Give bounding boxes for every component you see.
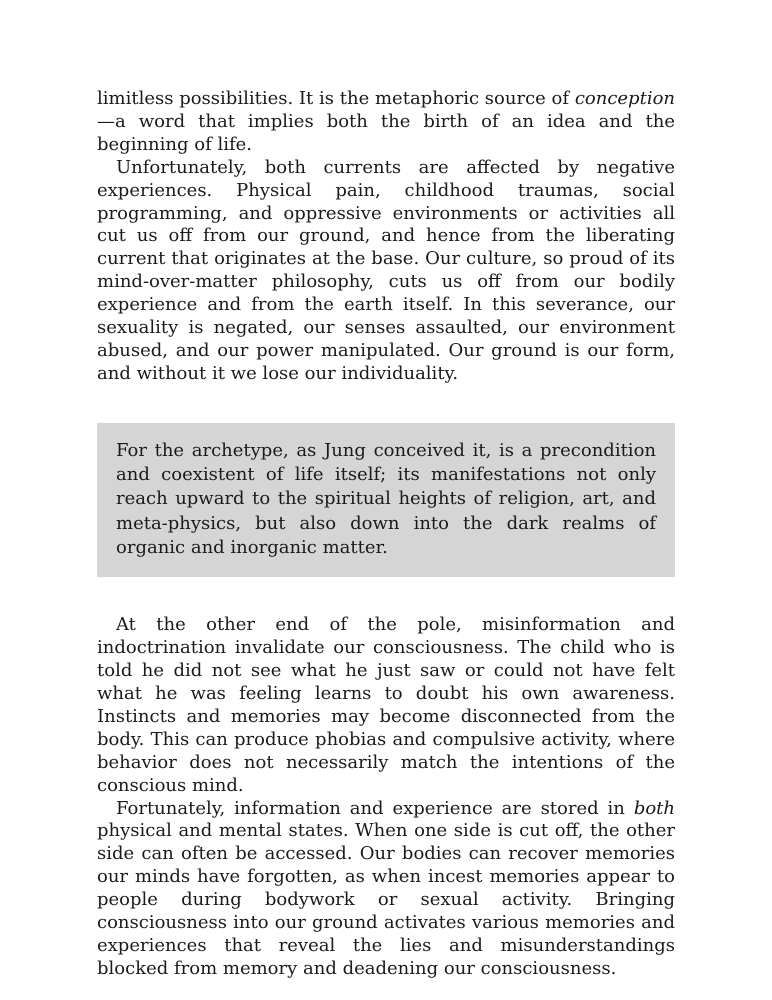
quote-box: [97, 423, 675, 577]
paragraph-4-text-start: Fortunately, information and experience are stored in: [116, 797, 634, 819]
emphasis-both: both: [633, 797, 675, 819]
body-paragraph-3: At the other end of the pole, misinformation and indoctrination invalidate our consciousness. The child who is told he did not see what he just saw or could not have felt what he was feeling learns to doubt his own awareness. Instincts and memories may become disconnected from the body. This can produce phobias and compulsive activity, where behavior does not necessarily match the intentions of the conscious mind.: [97, 614, 675, 796]
document-page: [97, 88, 675, 981]
body-paragraph-2: Unfortunately, both currents are affected by negative experiences. Physical pain, childhood traumas, social programming, and oppressive environments or activities all cut us off from our ground, and hence from the liberating current that originates at the base. Our culture, so proud of its mind-over-matter philosophy, cuts us off from our bodily experience and from the earth itself. In this severance, our sexuality is negated, our senses assaulted, our environment abused, and our power manipulated. Our ground is our form, and without it we lose our individuality.: [97, 156, 675, 384]
body-paragraph-4: [97, 798, 675, 981]
emphasis-conception: conception: [574, 88, 675, 109]
paragraph-1-text-end: —a word that implies both the birth of an idea and the beginning of life.: [97, 110, 675, 155]
paragraph-1-text-start: limitless possibilities. It is the metaphoric source of: [97, 88, 575, 109]
body-paragraph-1: [97, 88, 675, 157]
paragraph-4-text-end: physical and mental states. When one side is cut off, the other side can often be accessed. Our bodies can recover memories our minds have forgotten, as when incest memories appear to people during bodywork or sexual activity. Bringing consciousness into our ground activates various memories and experiences that reveal the lies and misunderstandings blocked from memory and deadening our consciousness.: [97, 820, 675, 979]
block-quote: For the archetype, as Jung conceived it, is a precondition and coexistent of life itself; its manifestations not only reach upward to the spiritual heights of religion, art, and meta-physics, but also down into the dark realms of organic and inorganic matter.: [116, 439, 656, 558]
